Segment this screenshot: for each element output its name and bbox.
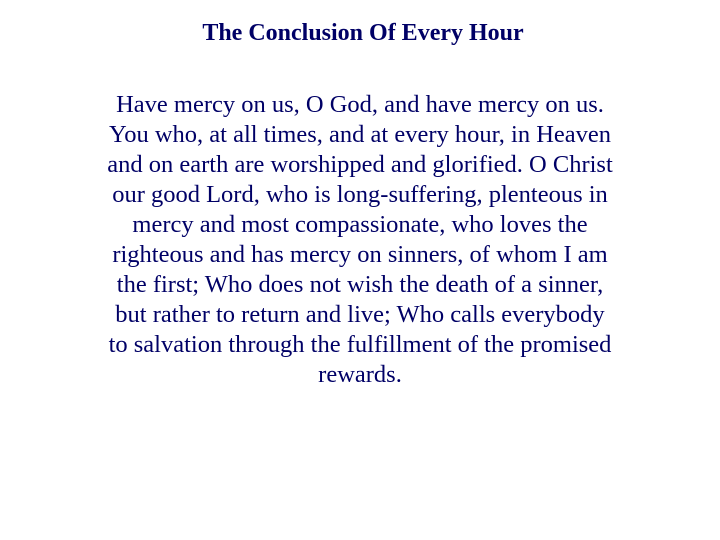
prayer-line: our good Lord, who is long-suffering, plenteous in [112, 181, 608, 208]
prayer-line: rewards. [318, 361, 402, 388]
prayer-line: but rather to return and live; Who calls everybody [115, 301, 605, 328]
prayer-line: and on earth are worshipped and glorified. O Christ [107, 151, 613, 178]
prayer-text [60, 90, 660, 390]
prayer-line: mercy and most compassionate, who loves the [132, 211, 588, 238]
prayer-line: to salvation through the fulfillment of the promised [108, 331, 612, 358]
prayer-line: righteous and has mercy on sinners, of whom I am [112, 241, 608, 268]
prayer-line: Have mercy on us, O God, and have mercy on us. [116, 91, 604, 118]
slide-title: The Conclusion Of Every Hour [202, 20, 524, 46]
prayer-line: You who, at all times, and at every hour, in Heaven [108, 121, 612, 148]
prayer-line: the first; Who does not wish the death of a sinner, [116, 271, 604, 298]
